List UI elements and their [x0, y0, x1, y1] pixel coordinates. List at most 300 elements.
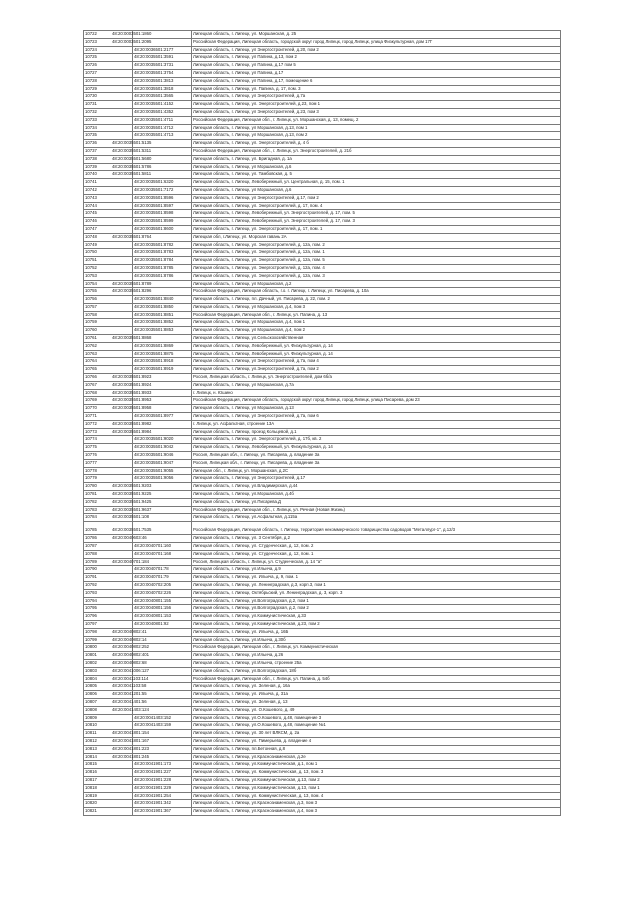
address-cell: Липецкая область, г. Липецк, ул.Волгоградская, 18б: [192, 667, 561, 675]
cadastral-number-cell: [112, 737, 192, 745]
building-cadastral-number: 48:20:0041901:229: [134, 784, 172, 790]
row-number: 10782: [85, 498, 97, 504]
address-cell: Липецкая область, г. Липецк, ул. Энергостроителей, д. 17, пом. 1: [192, 225, 561, 233]
table-row: [84, 581, 561, 589]
land-cadastral-number: 48:20:0040802:14: [112, 636, 147, 642]
land-cadastral-number: 48:20:0035501:8789: [112, 280, 152, 286]
row-number-cell: [84, 792, 133, 800]
cadastral-number-cell: [112, 691, 192, 699]
row-number: 10788: [85, 550, 97, 556]
cadastral-number-cell: [133, 436, 192, 444]
row-number-cell: [84, 257, 133, 265]
table-row: [84, 605, 561, 613]
cadastral-number-cell: [133, 784, 192, 792]
table-row: [84, 210, 561, 218]
cadastral-number-cell: [133, 613, 192, 621]
address-cell: Липецкая область, г. Липецк, ул. Энергостроителей, д. 12а, пом. 5: [192, 257, 561, 265]
row-number: 10735: [85, 132, 97, 138]
building-cadastral-number: 48:20:0035501:4352: [134, 108, 174, 114]
row-number: 10811: [85, 730, 97, 736]
cadastral-number-cell: [133, 475, 192, 483]
cadastral-number-cell: [112, 745, 192, 753]
table-row: [84, 420, 561, 428]
address-cell: Липецкая область, г. Липецк, ул. Ленинградская, д.3, корп.3, пом 1: [192, 581, 561, 589]
address-cell: Липецкая область, г. Липецк, Левобережный, ул. Центральная, д. 15, пом. 1: [192, 179, 561, 187]
building-cadastral-number: 48:20:0035501:9046: [134, 452, 174, 458]
building-cadastral-number: 48:20:0035501:8597: [134, 202, 174, 208]
building-cadastral-number: 48:20:0040701:78: [134, 566, 169, 572]
table-row: [84, 218, 561, 226]
building-cadastral-number: 48:20:0035501:6320: [134, 179, 174, 185]
row-number-cell: [84, 202, 133, 210]
row-number: 10815: [85, 761, 97, 767]
building-cadastral-number: 48:20:0035501:8599: [134, 218, 174, 224]
table-row: [84, 288, 561, 296]
cadastral-number-cell: [133, 366, 192, 374]
row-number-cell: [84, 249, 133, 257]
building-cadastral-number: 48:20:0035501:8853: [134, 327, 174, 333]
address-cell: Российская Федерация, Липецкая область, городской округ город Липецк, город Липецк, улица Писарева, дом 23: [192, 397, 561, 405]
building-cadastral-number: 48:20:0035501:4711: [134, 116, 174, 122]
row-number-cell: [84, 413, 133, 421]
table-row: [84, 761, 561, 769]
row-number: 10752: [85, 264, 97, 270]
row-number: 10767: [85, 381, 97, 387]
address-cell: Липецкая область, г. Липецк, ул. Энергостроителей, д. 4 б: [192, 140, 561, 148]
table-row: [84, 483, 561, 491]
row-number-cell: [84, 784, 133, 792]
address-cell: Липецкая область, г. Липецк, ул Моршанская, д.6: [192, 186, 561, 194]
cadastral-number-cell: [133, 186, 192, 194]
cadastral-number-cell: [133, 93, 192, 101]
building-cadastral-number: 48:20:0035501:8784: [134, 257, 174, 263]
table-row: [84, 397, 561, 405]
table-row: [84, 62, 561, 70]
row-number-cell: [84, 296, 133, 304]
row-number: 10790: [85, 566, 97, 572]
cadastral-number-cell: [112, 535, 192, 543]
cadastral-number-cell: [133, 459, 192, 467]
table-row: [84, 566, 561, 574]
cadastral-number-cell: [133, 327, 192, 335]
building-cadastral-number: 48:20:0040801:155: [134, 597, 172, 603]
address-cell: Липецкая область, г. Липецк, ул. Энергостроителей, д. 12а, пом. 4: [192, 264, 561, 272]
table-row: [84, 132, 561, 140]
table-row: [84, 597, 561, 605]
row-number: 10747: [85, 225, 97, 231]
table-row: [84, 101, 561, 109]
table-row: [84, 691, 561, 699]
row-number: 10733: [85, 116, 97, 122]
table-row: [84, 745, 561, 753]
cadastral-number-cell: [133, 69, 192, 77]
address-cell: Липецкая область, г. Липецк, Левобережный, ул. Физкультурная, д. 14: [192, 342, 561, 350]
cadastral-number-cell: [112, 163, 192, 171]
cadastral-number-cell: [133, 202, 192, 210]
row-number: 10736: [85, 140, 97, 146]
address-cell: Липецкая область, г. Липецк, ул Энергостроителей, д.23, пом 3: [192, 108, 561, 116]
cadastral-number-cell: [133, 241, 192, 249]
land-cadastral-number: 48:20:0035501:8982: [112, 420, 152, 426]
address-cell: Липецкая область, г. Липецк, ул.Краснознаменская, д.4, пом 3: [192, 808, 561, 816]
table-row: [84, 350, 561, 358]
address-cell: Липецкая область, г. Липецк, ул. Бригадная, д. 1а: [192, 155, 561, 163]
table-row: [84, 186, 561, 194]
address-cell: Липецкая область, г. Липецк, ул. О.Кошевого, д. 49: [192, 706, 561, 714]
row-number: 10738: [85, 155, 97, 161]
row-number: 10777: [85, 459, 97, 465]
row-number-cell: [84, 475, 133, 483]
row-number-cell: [84, 186, 133, 194]
row-number: 10737: [85, 147, 97, 153]
address-cell: Липецкая область, г. Липецк, ул.Моршанская, д.4б: [192, 491, 561, 499]
table-row: [84, 769, 561, 777]
row-number-cell: [84, 459, 133, 467]
land-cadastral-number: 48:20:0040802:252: [112, 644, 150, 650]
row-number: 10821: [85, 808, 97, 814]
table-row: [84, 589, 561, 597]
table-row: [84, 550, 561, 558]
cadastral-number-cell: [133, 581, 192, 589]
table-row: [84, 140, 561, 148]
row-number: 10820: [85, 800, 97, 806]
address-cell: Липецкая область, г. Липецк, Левобережный, ул. Физкультурная, д. 14: [192, 350, 561, 358]
address-cell: Липецкая область, г. Липецк, ул.Коммунистическая, д.13, пом 1: [192, 784, 561, 792]
table-row: [84, 436, 561, 444]
cadastral-number-cell: [112, 636, 192, 644]
cadastral-number-cell: [112, 374, 192, 382]
row-number: 10809: [85, 714, 97, 720]
address-cell: Липецкая область, г. Липецк, ул. Студенческая, д. 12, пом. 2: [192, 543, 561, 551]
address-cell: Российская Федерация, Липецкая обл., г. Липецк, ул. Моршанская, д. 13, помещ. 2: [192, 116, 561, 124]
building-cadastral-number: 48:20:0041901:367: [134, 808, 172, 814]
row-number-cell: [84, 124, 133, 132]
cadastral-number-cell: [133, 776, 192, 784]
table-row: [84, 241, 561, 249]
row-number: 10734: [85, 124, 97, 130]
building-cadastral-number: 48:20:0035501:8598: [134, 210, 174, 216]
row-number-cell: [84, 210, 133, 218]
cadastral-number-cell: [133, 722, 192, 730]
row-number-cell: [84, 179, 133, 187]
building-cadastral-number: 48:20:0040702:205: [134, 581, 172, 587]
row-number: 10770: [85, 405, 97, 411]
row-number: 10732: [85, 108, 97, 114]
row-number-cell: [84, 574, 133, 582]
building-cadastral-number: 48:20:0035501:8596: [134, 194, 174, 200]
cadastral-number-cell: [112, 506, 192, 514]
address-cell: Липецкая область, г. Липецк, ул.Ильича, д.9: [192, 566, 561, 574]
address-cell: Липецкая область, г. Липецк, ул.Писарева,Д: [192, 498, 561, 506]
building-cadastral-number: 48:20:0035501:9047: [134, 459, 174, 465]
land-cadastral-number: 48:20:0035501:8933: [112, 389, 152, 395]
land-cadastral-number: 48:20:0035501:8984: [112, 428, 152, 434]
row-number-cell: [84, 46, 133, 54]
address-cell: Липецкая область, г. Липецк, ул Папина, д.17, помещение 6: [192, 77, 561, 85]
row-number: 10787: [85, 543, 97, 548]
land-cadastral-number: 48:20:0041103:114: [112, 675, 149, 681]
table-row: [84, 46, 561, 54]
table-row: [84, 202, 561, 210]
land-cadastral-number: 48:20:0040802:68: [112, 659, 147, 665]
cadastral-number-cell: [133, 769, 192, 777]
cadastral-number-cell: [133, 761, 192, 769]
address-cell: Российская Федерация, Липецкая обл., г. Липецк, ул. Речная (Новая Жизнь): [192, 506, 561, 514]
row-number: 10771: [85, 413, 97, 419]
row-number-cell: [84, 550, 133, 558]
row-number: 10761: [85, 335, 97, 341]
table-row: [84, 311, 561, 319]
table-row: [84, 737, 561, 745]
cadastral-number-cell: [133, 550, 192, 558]
table-row: [84, 374, 561, 382]
address-cell: Липецкая область, г. Липецк, ул.Волгоградская, д.2, пом 2: [192, 605, 561, 613]
cadastral-number-cell: [133, 543, 192, 551]
building-cadastral-number: 48:20:0035501:8875: [134, 350, 174, 356]
table-row: [84, 444, 561, 452]
row-number: 10746: [85, 218, 97, 224]
cadastral-number-cell: [112, 389, 192, 397]
cadastral-number-cell: [133, 272, 192, 280]
address-cell: Липецкая область, г. Липецк, ул Моршанская, д.4, пом 2: [192, 327, 561, 335]
cadastral-number-cell: [112, 628, 192, 636]
cadastral-number-cell: [133, 54, 192, 62]
table-row: [84, 506, 561, 514]
land-cadastral-number: 48:20:0041801:245: [112, 753, 150, 759]
address-cell: Российская Федерация, Липецкая область, г.о. г. Липецк, г. Липецк, ул. Писарева, д. 10а: [192, 288, 561, 296]
table-row: [84, 722, 561, 730]
table-row: [84, 366, 561, 374]
cadastral-number-cell: [112, 405, 192, 413]
address-cell: Липецкая область, г. Липецк, ул.О.Кошевого, д.48, помещение №1: [192, 722, 561, 730]
cadastral-number-cell: [112, 683, 192, 691]
address-cell: Липецкая область, г. Липецк, ул.Коммунистическая, д.33: [192, 613, 561, 621]
table-row: [84, 659, 561, 667]
table-row: [84, 491, 561, 499]
address-cell: Россия, Липецкая обл., г. Липецк, ул. Писарева, д. владение 3а: [192, 459, 561, 467]
table-row: [84, 452, 561, 460]
row-number-cell: [84, 194, 133, 202]
table-row: [84, 225, 561, 233]
land-cadastral-number: 48:20:0041801:223: [112, 745, 150, 751]
cadastral-number-cell: [133, 452, 192, 460]
building-cadastral-number: 48:20:0035501:8783: [134, 249, 174, 255]
address-cell: Российская Федерация, Липецкая область, г. Липецк, территория некоммерческого товарищества садоводов "Металлург-1", д.12/3: [192, 522, 561, 535]
cadastral-number-cell: [133, 358, 192, 366]
cadastral-number-cell: [112, 730, 192, 738]
table-row: [84, 147, 561, 155]
row-number: 10808: [85, 706, 97, 712]
row-number-cell: [84, 769, 133, 777]
row-number-cell: [84, 467, 133, 475]
building-cadastral-number: 48:20:0035501:9055: [134, 467, 174, 473]
address-cell: Липецкая область, г. Липецк, ул.Коммунистическая, д.13, пом 2: [192, 776, 561, 784]
row-number-cell: [84, 620, 133, 628]
row-number-cell: [84, 108, 133, 116]
row-number: 10773: [85, 428, 97, 434]
land-cadastral-number: 48:20:0041006:127: [112, 667, 150, 673]
land-cadastral-number: 48:20:0041103:58: [112, 683, 147, 689]
cadastral-number-cell: [133, 132, 192, 140]
address-cell: Липецкая область, г. Липецк, ул.Энергостроителей, д.7а, пом 2: [192, 366, 561, 374]
land-cadastral-number: 48:20:0035501:8868: [112, 335, 152, 341]
row-number-cell: [84, 589, 133, 597]
table-row: [84, 543, 561, 551]
cadastral-number-cell: [133, 597, 192, 605]
cadastral-number-cell: [133, 179, 192, 187]
building-cadastral-number: 48:20:0035501:4152: [134, 101, 174, 107]
row-number: 10816: [85, 769, 97, 775]
table-row: [84, 644, 561, 652]
row-number: 10762: [85, 342, 97, 348]
cadastral-number-cell: [112, 233, 192, 241]
row-number-cell: [84, 436, 133, 444]
row-number-cell: [84, 581, 133, 589]
row-number-cell: [84, 366, 133, 374]
row-number: 10804: [85, 675, 97, 681]
address-cell: Липецкая область, г. Липецк, ул.Ильича, строение 25а: [192, 659, 561, 667]
row-number: 10799: [85, 636, 97, 642]
address-cell: Российская Федерация, Липецкая область, городской округ город Липецк, город Липецк, улица Физкультурная, дом 17Г: [192, 38, 561, 46]
building-cadastral-number: 48:20:0035501:3731: [134, 62, 174, 68]
address-cell: Липецкая область, г. Липецк, ул Моршанская, д.13, пом 2: [192, 132, 561, 140]
address-cell: Российская Федерация, Липецкая обл., г. Липецк, ул. Энергостроителей, д. 21б: [192, 147, 561, 155]
table-row: [84, 54, 561, 62]
row-number: 10812: [85, 737, 97, 743]
building-cadastral-number: 48:20:0035501:8600: [134, 225, 174, 231]
address-cell: Липецкая область, г. Липецк, ул. Энергостроителей, д. 17б, кв. 2: [192, 436, 561, 444]
row-number-cell: [84, 218, 133, 226]
building-cadastral-number: 48:20:0035501:3754: [134, 69, 174, 75]
land-cadastral-number: 48:20:0035501:8923: [112, 374, 152, 380]
address-cell: Липецкая область, г. Липецк, проезд Кольцевой, д.1: [192, 428, 561, 436]
row-number: 10750: [85, 249, 97, 255]
table-row: [84, 85, 561, 93]
table-row: [84, 535, 561, 543]
address-cell: Россия, Липецкая область, г. Липецк, ул. Энергостроителей, дом 6б/а: [192, 374, 561, 382]
address-cell: Липецкая область, г. Липецк, ул Энергостроителей, д.7а: [192, 93, 561, 101]
address-cell: Липецкая область, г. Липецк, ул Моршанская, д.2: [192, 280, 561, 288]
row-number-cell: [84, 264, 133, 272]
address-cell: Липецкая область, г. Липецк, ул. Энергостроителей, д. 12а, пом. 3: [192, 272, 561, 280]
cadastral-number-cell: [133, 108, 192, 116]
address-cell: Липецкая область, г. Липецк, ул Папина, д.17 пом 5: [192, 62, 561, 70]
row-number-cell: [84, 327, 133, 335]
table-row: [84, 296, 561, 304]
cadastral-number-cell: [133, 249, 192, 257]
land-cadastral-number: 48:20:0035501:5135: [112, 140, 152, 146]
row-number: 10789: [85, 558, 97, 564]
row-number-cell: [84, 358, 133, 366]
address-cell: Липецкая область, г. Липецк, ул Энергостроителей, д.20, пом 2: [192, 46, 561, 54]
row-number: 10731: [85, 101, 97, 107]
building-cadastral-number: 48:20:0035501:9056: [134, 475, 174, 481]
row-number: 10751: [85, 257, 97, 263]
cadastral-number-cell: [133, 264, 192, 272]
row-number: 10819: [85, 792, 97, 798]
row-number-cell: [84, 77, 133, 85]
address-cell: Липецкая обл., г. Липецк, ул. Моршанская, д.2С: [192, 467, 561, 475]
building-cadastral-number: 48:20:0035501:8782: [134, 241, 174, 247]
table-row: [84, 698, 561, 706]
address-cell: Липецкая обл, г.Липецк, ул. Морская гавань 2А: [192, 233, 561, 241]
cadastral-number-cell: [133, 62, 192, 70]
address-cell: Липецкая область, г. Липецк, ул. Зеленая, д. 13: [192, 698, 561, 706]
land-cadastral-number: 48:20:0041201:55: [112, 691, 147, 697]
address-cell: Липецкая область, г. Липецк, ул.Асфальтная, д.115а: [192, 514, 561, 522]
table-row: [84, 706, 561, 714]
land-cadastral-number: 48:20:0041401:56: [112, 698, 147, 704]
row-number-cell: [84, 62, 133, 70]
building-cadastral-number: 48:20:0036501:2177: [134, 46, 174, 52]
table-row: [84, 628, 561, 636]
land-cadastral-number: 48:20:0035501:5811: [112, 171, 152, 177]
land-cadastral-number: 48:20:0035501:8958: [112, 405, 152, 411]
table-row: [84, 233, 561, 241]
table-row: [84, 155, 561, 163]
row-number-cell: [84, 350, 133, 358]
cadastral-number-cell: [133, 350, 192, 358]
land-cadastral-number: 48:20:0040802:401: [112, 652, 150, 658]
address-cell: Липецкая область, г. Липецк, Левобережный, ул. Физкультурная, д. 14: [192, 444, 561, 452]
cadastral-number-cell: [112, 140, 192, 148]
table-row: [84, 272, 561, 280]
table-row: [84, 620, 561, 628]
address-cell: Липецкая область, г. Липецк, пл. Дачный, ул. Писарева, д. 22, пом. 2: [192, 296, 561, 304]
row-number: 10801: [85, 652, 97, 658]
building-cadastral-number: 48:20:0041901:342: [134, 800, 172, 806]
row-number-cell: [84, 776, 133, 784]
row-number: 10781: [85, 491, 97, 497]
building-cadastral-number: 48:20:0035501:3591: [134, 54, 174, 60]
land-cadastral-number: 48:20:0035501:108: [112, 514, 150, 520]
row-number: 10725: [85, 54, 97, 60]
row-number-cell: [84, 319, 133, 327]
row-number: 10760: [85, 327, 97, 333]
row-number-cell: [84, 116, 133, 124]
cadastral-number-cell: [133, 792, 192, 800]
row-number: 10726: [85, 62, 97, 68]
row-number: 10739: [85, 163, 97, 169]
row-number: 10748: [85, 233, 97, 239]
address-cell: Липецкая область, г. Липецк, ул.Владимирская, д.44: [192, 483, 561, 491]
cadastral-number-cell: [112, 420, 192, 428]
table-row: [84, 413, 561, 421]
row-number: 10759: [85, 319, 97, 325]
row-number: 10764: [85, 358, 97, 364]
building-cadastral-number: 48:20:0040801:156: [134, 605, 172, 611]
land-cadastral-number: 48:20:0035501:8953: [112, 397, 152, 403]
row-number: 10800: [85, 644, 97, 650]
land-cadastral-number: 48:20:0041801:154: [112, 730, 150, 736]
row-number-cell: [84, 342, 133, 350]
cadastral-number-cell: [133, 116, 192, 124]
table-row: [84, 108, 561, 116]
row-number-cell: [84, 452, 133, 460]
row-number-cell: [84, 311, 133, 319]
table-row: [84, 264, 561, 272]
table-row: [84, 753, 561, 761]
cadastral-number-cell: [112, 428, 192, 436]
table-row: [84, 335, 561, 343]
table-row: [84, 514, 561, 522]
land-cadastral-number: 48:20:0041403:124: [112, 706, 150, 712]
building-cadastral-number: 48:20:0035501:8840: [134, 296, 174, 302]
table-row: [84, 808, 561, 816]
table-row: [84, 498, 561, 506]
building-cadastral-number: 48:20:0041901:228: [134, 776, 172, 782]
building-cadastral-number: 48:20:0035501:8918: [134, 358, 174, 364]
